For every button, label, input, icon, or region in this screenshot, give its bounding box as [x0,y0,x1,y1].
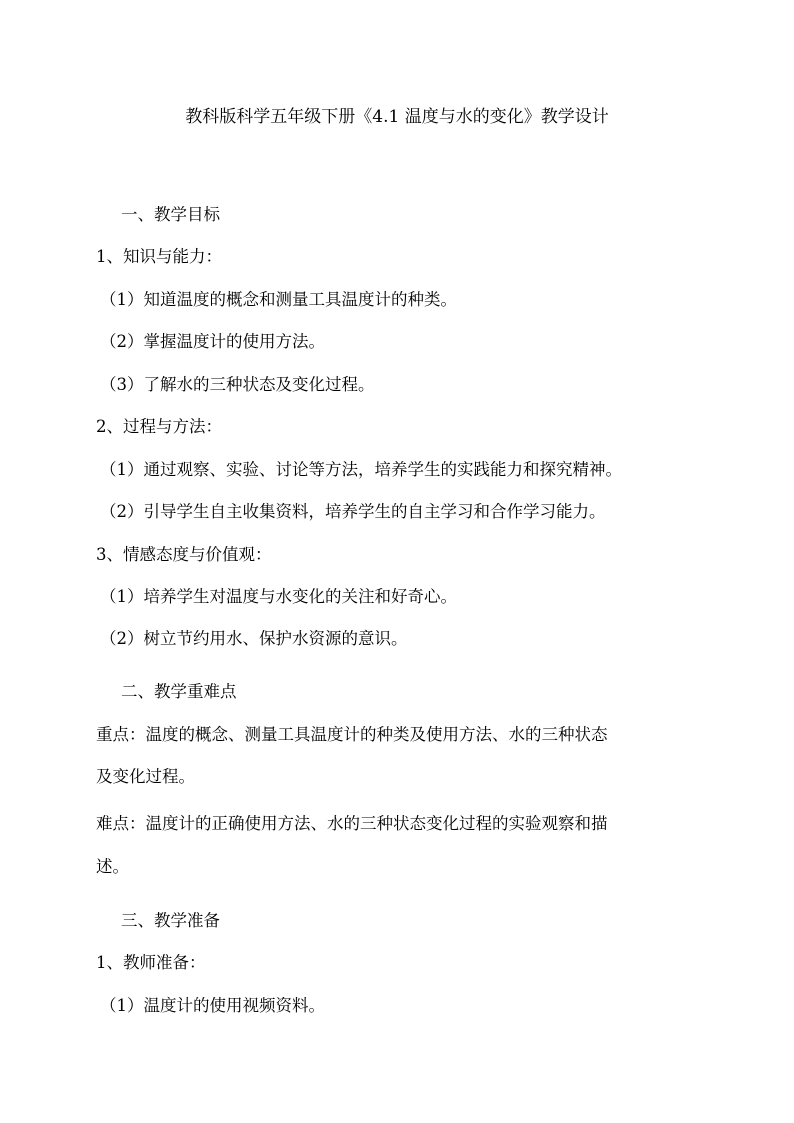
subsection-label-teacher: 1、教师准备： [96,953,206,972]
section-heading-key-points: 二、教学重难点 [121,682,237,701]
list-item: （2）掌握温度计的使用方法。 [100,332,325,351]
list-item: （1）培养学生对温度与水变化的关注和好奇心。 [100,587,457,606]
section-heading-preparation: 三、教学准备 [121,911,220,930]
document-title: 教科版科学五年级下册《4.1 温度与水的变化》教学设计 [185,107,609,127]
subsection-label-process: 2、过程与方法： [96,417,222,436]
section-heading-objectives: 一、教学目标 [121,205,220,224]
subsection-label-emotion: 3、情感态度与价值观： [96,545,272,564]
key-point-text-continued: 及变化过程。 [96,767,195,786]
list-item: （2）树立节约用水、保护水资源的意识。 [100,629,408,648]
list-item: （2）引导学生自主收集资料，培养学生的自主学习和合作学习能力。 [100,502,606,521]
list-item: （1）温度计的使用视频资料。 [100,996,325,1015]
difficult-point-text-continued: 述。 [96,857,129,876]
subsection-label-knowledge: 1、知识与能力： [96,247,222,266]
key-point-text: 重点：温度的概念、测量工具温度计的种类及使用方法、水的三种状态 [96,725,608,744]
list-item: （3）了解水的三种状态及变化过程。 [100,375,375,394]
difficult-point-text: 难点：温度计的正确使用方法、水的三种状态变化过程的实验观察和描 [96,814,608,833]
list-item: （1）知道温度的概念和测量工具温度计的种类。 [100,290,457,309]
list-item: （1）通过观察、实验、讨论等方法，培养学生的实践能力和探究精神。 [100,460,622,479]
